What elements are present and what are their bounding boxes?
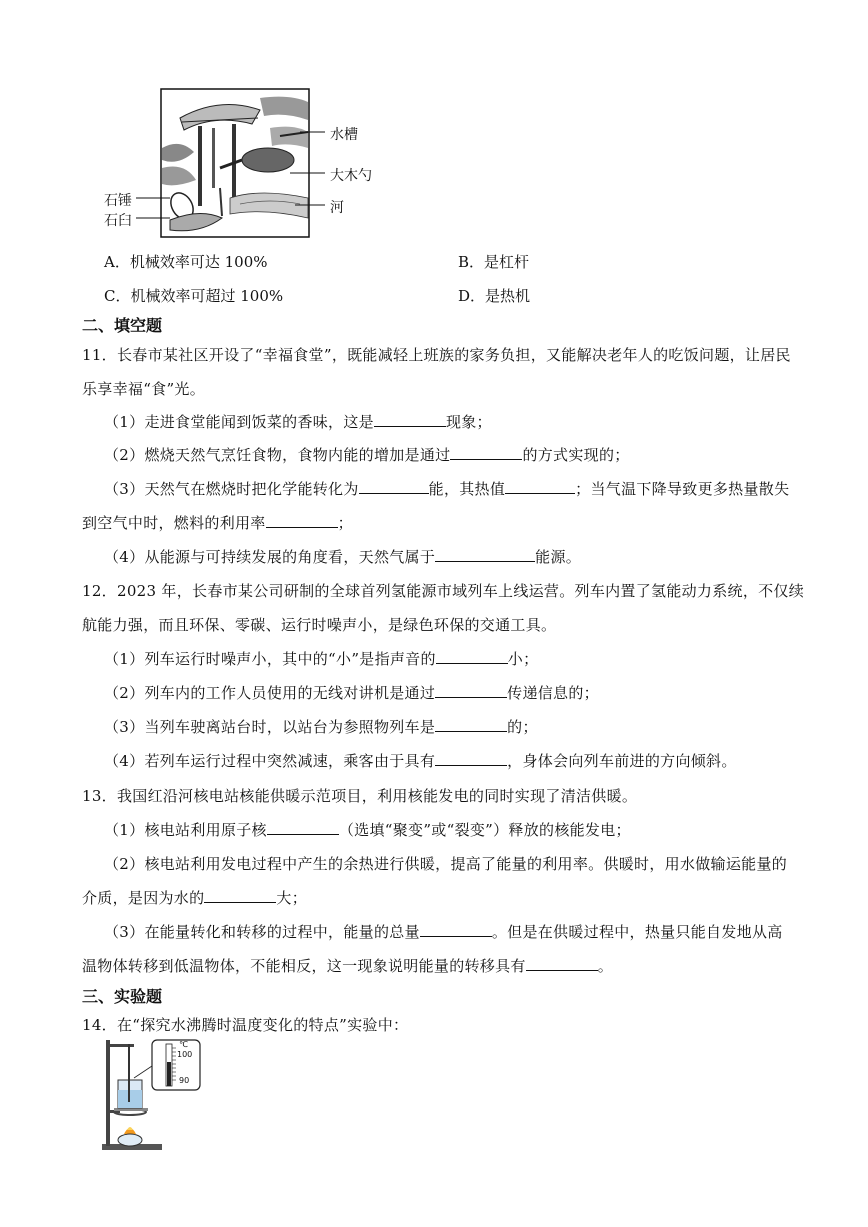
answer-blank[interactable] bbox=[359, 479, 429, 494]
q11-part4: （4）从能源与可持续发展的角度看，天然气属于 能源。 bbox=[104, 548, 582, 566]
label-spoon: 大木勺 bbox=[330, 168, 372, 184]
q11-part3: （3）天然气在燃烧时把化学能转化为 能，其热值 ；当气温下降导致更多热量散失 bbox=[104, 480, 790, 498]
q11-part3-cont: 到空气中时，燃料的利用率 ； bbox=[82, 514, 353, 532]
thermometer-100: 100 bbox=[177, 1050, 193, 1059]
answer-blank[interactable] bbox=[505, 479, 575, 494]
section-heading-fill-in: 二、填空题 bbox=[82, 316, 163, 335]
answer-blank[interactable] bbox=[435, 717, 507, 732]
label-river: 河 bbox=[330, 200, 344, 216]
answer-blank[interactable] bbox=[267, 820, 339, 835]
q12-part3: （3）当列车驶离站台时，以站台为参照物列车是 的； bbox=[104, 718, 538, 736]
answer-blank[interactable] bbox=[374, 412, 446, 427]
option-d: D．是热机 bbox=[458, 287, 531, 305]
q11-part2: （2）燃烧天然气烹饪食物，食物内能的增加是通过 的方式实现的； bbox=[104, 446, 630, 464]
q13-part1: （1）核电站利用原子核 （选填“聚变”或“裂变”）释放的核能发电； bbox=[104, 821, 631, 839]
q12-part4: （4）若列车运行过程中突然减速，乘客由于具有 ，身体会向列车前进的方向倾斜。 bbox=[104, 752, 737, 770]
answer-blank[interactable] bbox=[450, 445, 522, 460]
q11-stem-line2: 乐享幸福“食”光。 bbox=[82, 380, 206, 398]
q13-part3: （3）在能量转化和转移的过程中，能量的总量 。但是在供暖过程中，热量只能自发地从高 bbox=[104, 923, 783, 941]
figure-boiling-apparatus bbox=[100, 1038, 210, 1153]
q11-part1: （1）走进食堂能闻到饭菜的香味，这是 现象； bbox=[104, 413, 492, 431]
option-b: B．是杠杆 bbox=[458, 253, 530, 271]
answer-blank[interactable] bbox=[435, 751, 507, 766]
answer-blank[interactable] bbox=[204, 888, 276, 903]
q12-part1: （1）列车运行时噪声小，其中的“小”是指声音的 小； bbox=[104, 650, 539, 668]
answer-blank[interactable] bbox=[526, 956, 598, 971]
q13-part2-cont: 介质，是因为水的 大； bbox=[82, 889, 308, 907]
thermometer-unit: ℃ bbox=[179, 1040, 188, 1049]
q13-part2: （2）核电站利用发电过程中产生的余热进行供暖，提高了能量的利用率。供暖时，用水做输运能量的 bbox=[104, 855, 788, 873]
section-heading-experiment: 三、实验题 bbox=[82, 987, 163, 1006]
q13-part3-cont: 温物体转移到低温物体，不能相反，这一现象说明能量的转移具有 。 bbox=[82, 957, 614, 975]
q11-stem-line1: 11．长春市某社区开设了“幸福食堂”，既能减轻上班族的家务负担，又能解决老年人的吃饭问题，让居民 bbox=[82, 346, 791, 364]
answer-blank[interactable] bbox=[266, 513, 338, 528]
label-mortar: 石臼 bbox=[104, 213, 132, 229]
q14-stem: 14．在“探究水沸腾时温度变化的特点”实验中： bbox=[82, 1016, 409, 1034]
label-hammer: 石锤 bbox=[104, 193, 132, 209]
figure1-leader-lines bbox=[130, 120, 330, 230]
answer-blank[interactable] bbox=[420, 922, 492, 937]
answer-blank[interactable] bbox=[436, 649, 508, 664]
q12-stem-line1: 12．2023 年，长春市某公司研制的全球首列氢能源市域列车上线运营。列车内置了氢能动力系统，不仅续 bbox=[82, 582, 805, 600]
boiling-apparatus-illustration bbox=[100, 1038, 210, 1153]
option-a: A．机械效率可达 100% bbox=[104, 253, 268, 271]
answer-blank[interactable] bbox=[435, 547, 535, 562]
thermometer-90: 90 bbox=[179, 1076, 190, 1085]
q13-stem: 13．我国红沿河核电站核能供暖示范项目，利用核能发电的同时实现了清洁供暖。 bbox=[82, 787, 638, 805]
option-c: C．机械效率可超过 100% bbox=[104, 287, 284, 305]
answer-blank[interactable] bbox=[435, 683, 507, 698]
q12-part2: （2）列车内的工作人员使用的无线对讲机是通过 传递信息的； bbox=[104, 684, 599, 702]
label-trough: 水槽 bbox=[330, 127, 358, 143]
q12-stem-line2: 航能力强，而且环保、零碳、运行时噪声小，是绿色环保的交通工具。 bbox=[82, 616, 557, 634]
